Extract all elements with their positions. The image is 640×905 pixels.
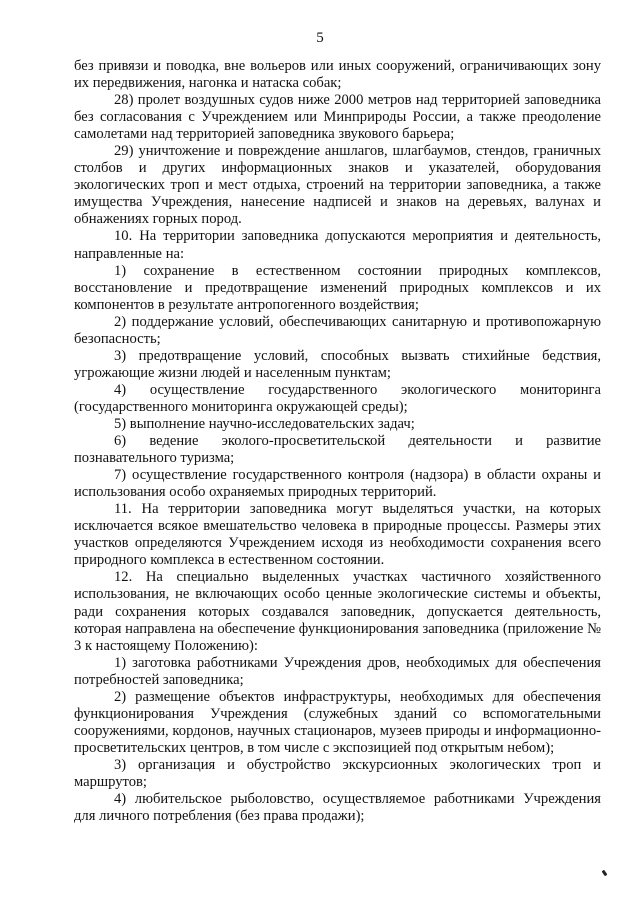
paragraph-clause-12-item-1: 1) заготовка работниками Учреждения дров, необходимых для обеспечения потребностей заповедника; — [74, 654, 601, 688]
paragraph-clause-12-item-4: 4) любительское рыболовство, осуществляемое работниками Учреждения для личного потребления (без права продажи); — [74, 791, 601, 825]
page-number: 5 — [316, 30, 324, 46]
paragraph-item-29: 29) уничтожение и повреждение аншлагов, шлагбаумов, стендов, граничных столбов и других информационных знаков и указателей, оборудования экологических троп и мест отдыха, строений на территории заповедника, а также имущества Учреждения, нанесение надписей и знаков на деревьях, валунах и обнажениях горных пород. — [74, 143, 601, 228]
paragraph-clause-10-item-5: 5) выполнение научно-исследовательских задач; — [114, 415, 415, 432]
paragraph-clause-12-item-2: 2) размещение объектов инфраструктуры, необходимых для обеспечения функционирования Учреждения (служебных зданий со вспомогательными сооружениями, кордонов, научных стационаров, музеев природы и информационно-просветительских центров, в том числе с экспозицией под открытым небом); — [74, 688, 601, 756]
paragraph-clause-10-item-6: 6) ведение эколого-просветительской деятельности и развитие познавательного туризма; — [74, 433, 601, 467]
paragraph-27-continuation: без привязи и поводка, вне вольеров или иных сооружений, ограничивающих зону их передвижения, нагонка и натаска собак; — [74, 58, 601, 92]
scan-speck — [602, 870, 608, 877]
paragraph-clause-10-item-4: 4) осуществление государственного экологического мониторинга (государственного мониторинга окружающей среды); — [74, 381, 601, 415]
paragraph-item-28: 28) пролет воздушных судов ниже 2000 метров над территорией заповедника без согласования с Учреждением или Минприроды России, а также преодоление самолетами над территорией заповедника звукового барьера; — [74, 92, 601, 143]
paragraph-clause-12: 12. На специально выделенных участках частичного хозяйственного использования, не включающих особо ценные экологические системы и объекты, ради сохранения которых создавался заповедник, допускается деятельность, которая направлена на обеспечение функционирования заповедника (приложение № 3 к настоящему Положению): — [74, 569, 601, 654]
paragraph-clause-10-item-2: 2) поддержание условий, обеспечивающих санитарную и противопожарную безопасность; — [74, 313, 601, 347]
paragraph-clause-10-item-7: 7) осуществление государственного контроля (надзора) в области охраны и использования особо охраняемых природных территорий. — [74, 467, 601, 501]
paragraph-clause-10-item-1: 1) сохранение в естественном состоянии природных комплексов, восстановление и предотвращение изменений природных комплексов и их компонентов в результате антропогенного воздействия; — [74, 262, 601, 313]
paragraph-clause-11: 11. На территории заповедника могут выделяться участки, на которых исключается всякое вмешательство человека в природные процессы. Размеры этих участков определяются Учреждением исходя из необходимости сохранения всего природного комплекса в естественном состоянии. — [74, 501, 601, 569]
paragraph-clause-10-item-3: 3) предотвращение условий, способных вызвать стихийные бедствия, угрожающие жизни людей и населенным пунктам; — [74, 347, 601, 381]
paragraph-clause-10: 10. На территории заповедника допускаются мероприятия и деятельность, направленные на: — [74, 228, 601, 262]
document-body — [74, 58, 601, 825]
paragraph-clause-12-item-3: 3) организация и обустройство экскурсионных экологических троп и маршрутов; — [74, 756, 601, 790]
